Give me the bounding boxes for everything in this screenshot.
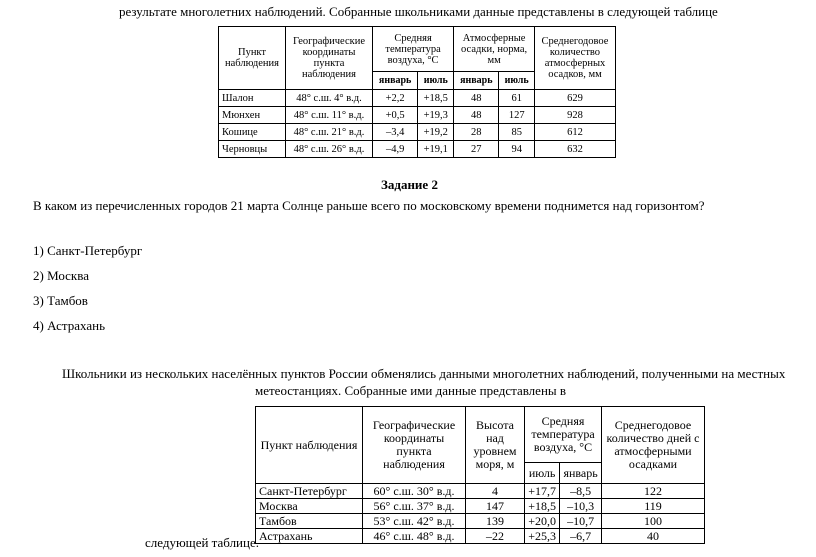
header-point: Пункт наблюдения bbox=[256, 407, 363, 484]
temp-jan-cell: –4,9 bbox=[373, 141, 418, 158]
header-jan: январь bbox=[560, 463, 602, 484]
coords-cell: 48° с.ш. 11° в.д. bbox=[286, 107, 373, 124]
temp-jul-cell: +19,2 bbox=[418, 124, 454, 141]
top-text: результате многолетних наблюдений. Собранные школьниками данные представлены в следующей таблице bbox=[119, 4, 718, 19]
days-cell: 119 bbox=[602, 499, 705, 514]
precip-jan-cell: 48 bbox=[454, 90, 499, 107]
header-jul-precip: июль bbox=[499, 72, 535, 90]
temp-jul-cell: +17,7 bbox=[525, 484, 560, 499]
option-3: 3) Тамбов bbox=[33, 293, 88, 308]
table-row bbox=[256, 529, 705, 544]
temp-jan-cell: –6,7 bbox=[560, 529, 602, 544]
coords-cell: 56° с.ш. 37° в.д. bbox=[363, 499, 466, 514]
city-cell: Москва bbox=[256, 499, 363, 514]
table-row bbox=[219, 107, 616, 124]
city-cell: Черновцы bbox=[219, 141, 286, 158]
header-precip: Атмосферные осадки, норма, мм bbox=[454, 27, 535, 72]
precip-jan-cell: 28 bbox=[454, 124, 499, 141]
header-height: Высота над уровнем моря, м bbox=[466, 407, 525, 484]
coords-cell: 48° с.ш. 21° в.д. bbox=[286, 124, 373, 141]
option-4: 4) Астрахань bbox=[33, 318, 106, 333]
temp-jul-cell: +19,1 bbox=[418, 141, 454, 158]
header-temp: Средняя температура воздуха, °С bbox=[525, 407, 602, 463]
height-cell: 139 bbox=[466, 514, 525, 529]
table-row bbox=[256, 514, 705, 529]
annual-cell: 629 bbox=[535, 90, 616, 107]
table-row bbox=[219, 90, 616, 107]
header-jul: июль bbox=[418, 72, 454, 90]
temp-jul-cell: +18,5 bbox=[418, 90, 454, 107]
header-jan: январь bbox=[373, 72, 418, 90]
annual-cell: 612 bbox=[535, 124, 616, 141]
days-cell: 100 bbox=[602, 514, 705, 529]
header-annual-days: Среднегодовое количество дней с атмосферными осадками bbox=[602, 407, 705, 484]
temp-jan-cell: +2,2 bbox=[373, 90, 418, 107]
question-text: В каком из перечисленных городов 21 марта Солнце раньше всего по московскому времени поднимется над горизонтом? bbox=[33, 198, 705, 213]
precip-jul-cell: 85 bbox=[499, 124, 535, 141]
table-row bbox=[256, 484, 705, 499]
coords-cell: 46° с.ш. 48° в.д. bbox=[363, 529, 466, 544]
precip-jan-cell: 27 bbox=[454, 141, 499, 158]
task-title: Задание 2 bbox=[381, 177, 438, 192]
precip-jan-cell: 48 bbox=[454, 107, 499, 124]
option-2: 2) Москва bbox=[33, 268, 89, 283]
header-coords: Географические координаты пункта наблюдения bbox=[363, 407, 466, 484]
table-cities-russia bbox=[255, 406, 705, 544]
temp-jul-cell: +20,0 bbox=[525, 514, 560, 529]
paragraph-line-2: метеостанциях. Собранные ими данные представлены в bbox=[255, 383, 567, 398]
header-annual: Среднегодовое количество атмосферных осадков, мм bbox=[535, 27, 616, 90]
temp-jan-cell: –10,3 bbox=[560, 499, 602, 514]
height-cell: 4 bbox=[466, 484, 525, 499]
coords-cell: 53° с.ш. 42° в.д. bbox=[363, 514, 466, 529]
temp-jan-cell: +0,5 bbox=[373, 107, 418, 124]
city-cell: Тамбов bbox=[256, 514, 363, 529]
table-row bbox=[219, 141, 616, 158]
header-jan-precip: январь bbox=[454, 72, 499, 90]
header-temp: Средняя температура воздуха, °С bbox=[373, 27, 454, 72]
temp-jan-cell: –3,4 bbox=[373, 124, 418, 141]
days-cell: 40 bbox=[602, 529, 705, 544]
height-cell: –22 bbox=[466, 529, 525, 544]
option-1: 1) Санкт-Петербург bbox=[33, 243, 143, 258]
header-jul: июль bbox=[525, 463, 560, 484]
city-cell: Кошице bbox=[219, 124, 286, 141]
precip-jul-cell: 94 bbox=[499, 141, 535, 158]
temp-jul-cell: +25,3 bbox=[525, 529, 560, 544]
temp-jul-cell: +18,5 bbox=[525, 499, 560, 514]
city-cell: Шалон bbox=[219, 90, 286, 107]
city-cell: Мюнхен bbox=[219, 107, 286, 124]
temp-jan-cell: –8,5 bbox=[560, 484, 602, 499]
city-cell: Санкт-Петербург bbox=[256, 484, 363, 499]
days-cell: 122 bbox=[602, 484, 705, 499]
city-cell: Астрахань bbox=[256, 529, 363, 544]
temp-jul-cell: +19,3 bbox=[418, 107, 454, 124]
temp-jan-cell: –10,7 bbox=[560, 514, 602, 529]
table-row bbox=[219, 124, 616, 141]
annual-cell: 632 bbox=[535, 141, 616, 158]
table-row bbox=[256, 499, 705, 514]
paragraph-tail: следующей таблице. bbox=[145, 535, 259, 550]
coords-cell: 48° с.ш. 4° в.д. bbox=[286, 90, 373, 107]
table-cities-europe bbox=[218, 26, 616, 158]
annual-cell: 928 bbox=[535, 107, 616, 124]
header-point: Пункт наблюдения bbox=[219, 27, 286, 90]
height-cell: 147 bbox=[466, 499, 525, 514]
paragraph-line-1: Школьники из нескольких населённых пунктов России обменялись данными многолетних наблюдений, полученными на местных bbox=[62, 366, 786, 381]
precip-jul-cell: 127 bbox=[499, 107, 535, 124]
coords-cell: 60° с.ш. 30° в.д. bbox=[363, 484, 466, 499]
precip-jul-cell: 61 bbox=[499, 90, 535, 107]
coords-cell: 48° с.ш. 26° в.д. bbox=[286, 141, 373, 158]
header-coords: Географические координаты пункта наблюдения bbox=[286, 27, 373, 90]
